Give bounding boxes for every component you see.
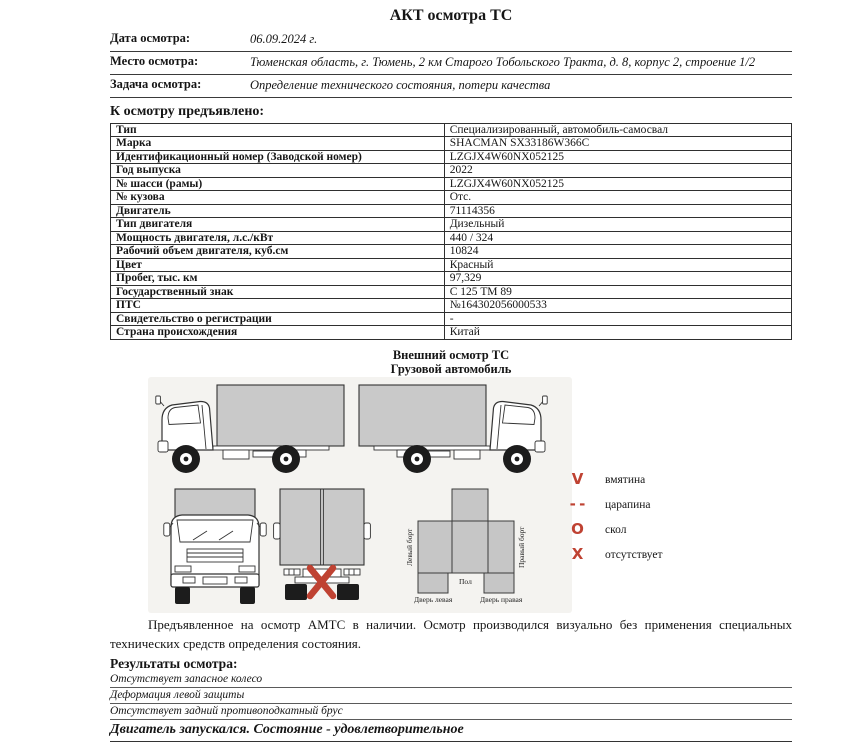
vehicle-kind-heading: Грузовой автомобиль	[390, 362, 512, 376]
legend-label: вмятина	[605, 473, 646, 486]
legend-symbol-icon: V	[571, 470, 583, 489]
legend-label: скол	[605, 523, 627, 536]
table-row	[111, 204, 792, 218]
floor-label: Пол	[459, 577, 472, 587]
legend-symbol-icon: O	[571, 520, 583, 539]
table-row	[111, 164, 792, 178]
table-cell-value: LZGJX4W60NX052125	[444, 150, 791, 164]
header-row	[110, 52, 792, 75]
table-cell-label: Пробег, тыс. км	[111, 272, 445, 286]
table-cell-value: -	[444, 312, 791, 326]
result-line: Отсутствует запасное колесо	[110, 672, 792, 688]
truck-rear-drawing	[273, 487, 371, 601]
table-row	[111, 258, 792, 272]
table-row	[111, 285, 792, 299]
table-row	[111, 177, 792, 191]
table-cell-value: 71114356	[444, 204, 791, 218]
result-line: Отсутствует задний противоподкатный брус	[110, 704, 792, 720]
table-cell-label: Марка	[111, 137, 445, 151]
header-row	[110, 29, 792, 52]
table-cell-label: Рабочий объем двигателя, куб.см	[111, 245, 445, 259]
truck-front-drawing	[163, 487, 267, 605]
table-cell-value: 440 / 324	[444, 231, 791, 245]
table-cell-value: 2022	[444, 164, 791, 178]
table-cell-value: Дизельный	[444, 218, 791, 232]
vehicle-table	[110, 123, 792, 340]
table-row	[111, 299, 792, 313]
results-heading: Результаты осмотра:	[110, 656, 238, 672]
table-cell-value: 10824	[444, 245, 791, 259]
legend-row	[562, 517, 742, 542]
table-cell-value: Красный	[444, 258, 791, 272]
header-rows	[110, 29, 792, 98]
table-cell-label: № шасси (рамы)	[111, 177, 445, 191]
header-row-value: Определение технического состояния, потери качества	[250, 77, 551, 92]
defect-legend	[562, 467, 742, 567]
legend-row	[562, 492, 742, 517]
header-row-label: Задача осмотра:	[110, 76, 202, 91]
table-cell-value: №164302056000533	[444, 299, 791, 313]
table-cell-label: Год выпуска	[111, 164, 445, 178]
header-row-value: 06.09.2024 г.	[250, 32, 318, 46]
conclusion-line: Двигатель запускался. Состояние - удовлетворительное	[110, 720, 792, 742]
table-row	[111, 191, 792, 205]
table-row	[111, 245, 792, 259]
document-content	[110, 0, 792, 742]
truck-front-view	[163, 487, 267, 610]
door-left-label: Дверь левая	[414, 595, 453, 605]
table-row	[111, 137, 792, 151]
table-cell-label: Мощность двигателя, л.с./кВт	[111, 231, 445, 245]
table-cell-label: Государственный знак	[111, 285, 445, 299]
cargo-box-unfolded-drawing	[400, 482, 565, 612]
table-cell-value: 97,329	[444, 272, 791, 286]
cargo-box-unfolded-diagram	[400, 482, 565, 617]
table-cell-label: ПТС	[111, 299, 445, 313]
results-list	[110, 672, 792, 720]
table-cell-value: SHACMAN SX33186W366C	[444, 137, 791, 151]
table-row	[111, 326, 792, 340]
legend-row	[562, 467, 742, 492]
truck-rear-view	[273, 487, 371, 606]
table-row	[111, 272, 792, 286]
right-side-label: Правый борт	[517, 526, 526, 569]
legend-row	[562, 542, 742, 567]
legend-label: отсутствует	[605, 548, 663, 561]
exterior-inspection-heading: Внешний осмотр ТС	[392, 347, 510, 362]
table-row	[111, 231, 792, 245]
legend-symbol-icon: X	[571, 545, 583, 564]
table-row	[111, 312, 792, 326]
header-row-label: Дата осмотра:	[110, 31, 191, 45]
truck-side-view-left	[155, 382, 347, 481]
header-row	[110, 75, 792, 98]
table-cell-label: Двигатель	[111, 204, 445, 218]
presented-heading: К осмотру предъявлено:	[110, 103, 265, 119]
result-line: Деформация левой защиты	[110, 688, 792, 704]
table-cell-label: Тип двигателя	[111, 218, 445, 232]
truck-side-right-drawing	[356, 382, 548, 476]
table-cell-label: Свидетельство о регистрации	[111, 312, 445, 326]
table-cell-value: Специализированный, автомобиль-самосвал	[444, 123, 791, 137]
table-cell-value: С 125 ТМ 89	[444, 285, 791, 299]
legend-label: царапина	[605, 498, 651, 511]
table-cell-value: Китай	[444, 326, 791, 340]
legend-symbol-icon: - -	[569, 495, 585, 514]
table-cell-label: Идентификационный номер (Заводской номер)	[111, 150, 445, 164]
inspection-note-paragraph: Предъявленное на осмотр АМТС в наличии. Осмотр производился визуально без применения специальных технических средств определения состояния.	[110, 617, 792, 652]
door-right-label: Дверь правая	[480, 595, 523, 605]
table-cell-value: LZGJX4W60NX052125	[444, 177, 791, 191]
table-row	[111, 123, 792, 137]
vehicle-table-body	[111, 123, 792, 339]
truck-side-left-drawing	[155, 382, 347, 476]
table-cell-label: Страна происхождения	[111, 326, 445, 340]
table-cell-label: Цвет	[111, 258, 445, 272]
page-title: АКТ осмотра ТС	[389, 7, 513, 24]
header-row-label: Место осмотра:	[110, 53, 199, 68]
diagram-area	[110, 377, 792, 613]
left-side-label: Левый борт	[405, 529, 414, 567]
table-row	[111, 218, 792, 232]
table-cell-label: Тип	[111, 123, 445, 137]
table-cell-label: № кузова	[111, 191, 445, 205]
truck-side-view-right	[356, 382, 548, 481]
table-row	[111, 150, 792, 164]
table-cell-value: Отс.	[444, 191, 791, 205]
header-row-value: Тюменская область, г. Тюмень, 2 км Старого Тобольского Тракта, д. 8, корпус 2, строение 1/2	[250, 54, 756, 69]
